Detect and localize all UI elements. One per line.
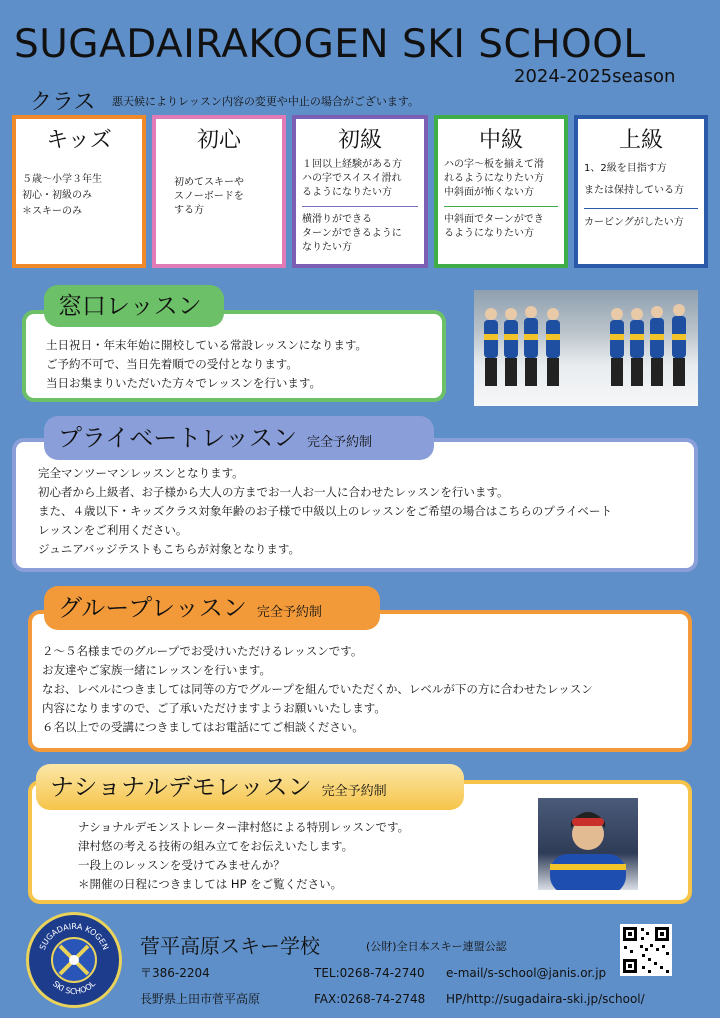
postal-code: 〒386-2204 [140,966,210,980]
class-line: スノーボードを [174,191,244,202]
instructor-portrait-photo [538,798,638,890]
class-line: るようになりたい方 [302,187,392,198]
logo-text-bottom: SKI SCHOOL [50,979,98,997]
demo-lesson-title [36,764,464,810]
group-line: お友達やご家族一緒にレッスンを行います。 [42,663,271,677]
private-line: レッスンをご利用ください。 [38,523,188,537]
class-name: 中級 [478,128,523,153]
class-line: るようになりたい方 [444,228,534,239]
tel: TEL:0268-74-2740 [314,966,425,980]
group-line: なお、レベルにつきましては同等の方でグループを組んでいただくか、レベルが下の方に合わせたレッスン [42,682,593,696]
association-label: (公財)全日本スキー連盟公認 [366,940,507,953]
demo-line: 津村悠の考える技術の組み立てをお伝えいたします。 [78,839,354,853]
logo-text-top: SUGADAIRA KOGEN [37,921,111,952]
class-name: 初心 [196,128,241,153]
private-line: 初心者から上級者、お子様から大人の方までお一人お一人に合わせたレッスンを行います。 [38,485,509,499]
private-line: また、４歳以下・キッズクラス対象年齢のお子様で中級以上のレッスンをご希望の場合はこちらのプライベート [38,504,612,518]
reservation-badge: 完全予約制 [307,435,373,450]
school-name: 菅平高原スキー学校 [140,934,320,958]
ski-instructors-photo [474,290,698,406]
group-lesson-title-text: グループレッスン [58,594,247,622]
class-line: 横滑りができる [302,214,372,225]
season-label: 2024-2025season [514,66,676,87]
class-divider [444,206,558,207]
reservation-badge: 完全予約制 [321,784,387,799]
class-name: 上級 [618,128,663,153]
class-name: キッズ [46,128,112,153]
address: 長野県上田市菅平高原 [140,992,261,1006]
class-line: 1、2級を目指す方 [584,163,667,174]
class-name: 初級 [337,128,382,153]
window-line: 土日祝日・年末年始に開校している常設レッスンになります。 [46,338,367,352]
class-card-beginner [152,115,286,268]
class-line: する方 [174,205,204,216]
class-line: または保持している方 [584,185,684,196]
class-line: なりたい方 [302,242,352,253]
window-lesson-title [44,285,224,327]
homepage-link[interactable]: HP/http://sugadaira-ski.jp/school/ [446,992,645,1006]
class-divider [302,206,418,207]
class-line: 中斜面でターンができ [444,214,544,225]
qr-code[interactable] [620,924,672,976]
class-line: 初めてスキーや [174,177,244,188]
private-line: 完全マンツーマンレッスンとなります。 [38,466,244,480]
group-lesson-panel [28,610,692,752]
class-line: ハの字でスイスイ滑れ [302,173,402,184]
group-line: 内容になりますので、ご了承いただけますようお願いいたします。 [42,701,386,715]
class-line: 初心・初級のみ [22,190,92,201]
class-line: １回以上経験がある方 [302,159,402,170]
class-line: ５歳〜小学３年生 [22,174,102,185]
reservation-badge: 完全予約制 [256,605,322,620]
window-line: ご予約不可で、当日先着順での受付となります。 [46,357,298,371]
private-lesson-title-text: プライベートレッスン [58,424,298,452]
window-line: 当日お集まりいただいた方々でレッスンを行います。 [46,376,321,390]
class-divider [584,208,698,209]
class-card-elementary [292,115,428,268]
email[interactable]: e-mail/s-school@janis.or.jp [446,966,607,980]
class-card-intermediate [434,115,568,268]
group-lesson-title [44,586,380,630]
class-heading: クラス [30,90,96,115]
class-note: 悪天候によりレッスン内容の変更や中止の場合がございます。 [112,95,420,108]
group-line: ２〜５名様までのグループでお受けいただけるレッスンです。 [42,644,363,658]
private-line: ジュニアバッジテストもこちらが対象となります。 [38,542,300,556]
class-line: れるようになりたい方 [444,173,544,184]
fax: FAX:0268-74-2748 [314,992,426,1006]
class-line: ＊スキーのみ [22,206,82,217]
class-line: ターンができるように [302,228,402,239]
demo-line: ＊開催の日程につきましては HP をご覧ください。 [78,877,343,891]
school-logo [26,912,122,1008]
class-line: カービングがしたい方 [584,217,684,228]
window-lesson-title-text: 窓口レッスン [58,292,202,320]
class-card-kids [12,115,146,268]
class-line: 中斜面が怖くない方 [444,187,534,198]
private-lesson-title [44,416,434,460]
demo-lesson-title-text: ナショナルデモレッスン [50,773,312,801]
demo-line: 一段上のレッスンを受けてみませんか？ [78,858,285,872]
demo-line: ナショナルデモンストレーター津村悠による特別レッスンです。 [78,820,410,834]
class-line: ハの字〜板を揃えて滑 [444,159,544,170]
class-card-advanced [574,115,708,268]
page-title: SUGADAIRAKOGEN SKI SCHOOL [14,22,646,67]
group-line: ６名以上での受講につきましてはお電話にてご相談ください。 [42,720,364,734]
